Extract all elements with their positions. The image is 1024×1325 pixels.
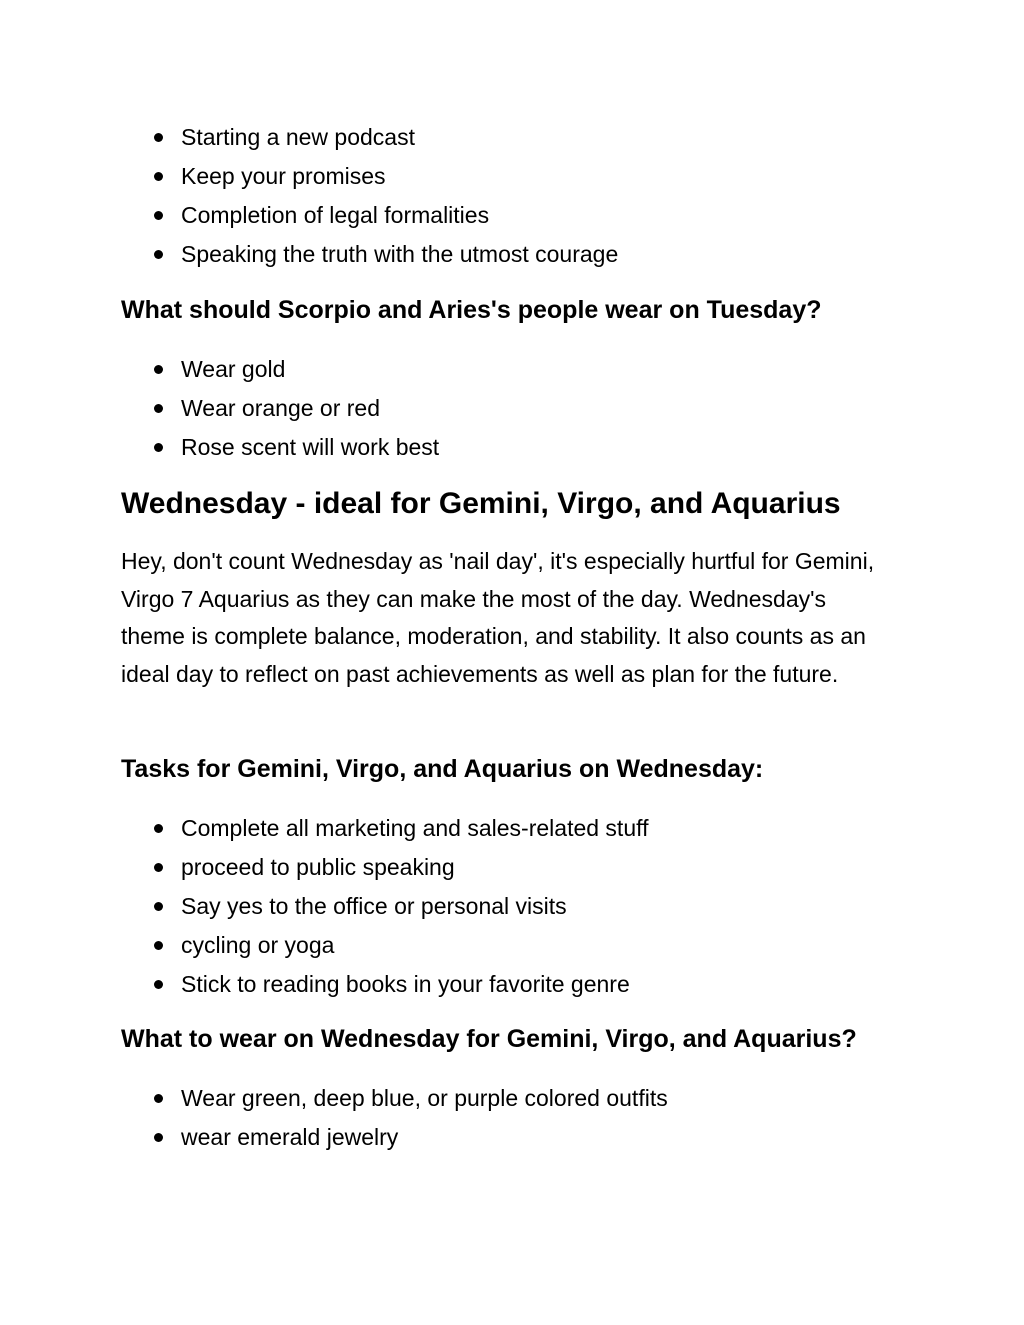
heading-wednesday-wear: What to wear on Wednesday for Gemini, Virgo, and Aquarius?: [121, 1025, 857, 1053]
list-item: Say yes to the office or personal visits: [121, 893, 901, 932]
list-item: Complete all marketing and sales-related stuff: [121, 815, 901, 854]
heading-wednesday-wear-block: [121, 1024, 901, 1054]
bullet-list-tasks-tuesday: [121, 124, 901, 280]
bullet-list-wednesday-wear: [121, 1085, 901, 1163]
heading-wednesday-block: [121, 486, 901, 522]
list-item: wear emerald jewelry: [121, 1124, 901, 1163]
bullet-list-tasks-wednesday: [121, 815, 901, 1010]
list-item: Speaking the truth with the utmost courage: [121, 241, 901, 280]
list-item: Rose scent will work best: [121, 434, 901, 473]
heading-tasks-wednesday: Tasks for Gemini, Virgo, and Aquarius on Wednesday:: [121, 755, 764, 783]
list-item: Starting a new podcast: [121, 124, 901, 163]
paragraph-wednesday: Hey, don't count Wednesday as 'nail day', it's especially hurtful for Gemini, Virgo 7 Aquarius as they can make the most of the day. Wednesday's theme is complete balance, moderation, and stability. It also counts as an ideal day to reflect on past achievements as well as plan for the future.: [121, 548, 875, 687]
heading-wednesday: Wednesday - ideal for Gemini, Virgo, and Aquarius: [121, 487, 841, 520]
list-item: Completion of legal formalities: [121, 202, 901, 241]
list-item: Keep your promises: [121, 163, 901, 202]
list-item: Wear orange or red: [121, 395, 901, 434]
list-item: cycling or yoga: [121, 932, 901, 971]
heading-tuesday-wear: What should Scorpio and Aries's people wear on Tuesday?: [121, 296, 822, 324]
list-item: Wear green, deep blue, or purple colored outfits: [121, 1085, 901, 1124]
bullet-list-tuesday-wear: [121, 356, 901, 473]
list-item: Stick to reading books in your favorite genre: [121, 971, 901, 1010]
heading-tuesday-wear-block: [121, 295, 901, 325]
heading-tasks-block: [121, 754, 901, 784]
list-item: proceed to public speaking: [121, 854, 901, 893]
paragraph-wednesday-block: [121, 543, 881, 693]
list-item: Wear gold: [121, 356, 901, 395]
